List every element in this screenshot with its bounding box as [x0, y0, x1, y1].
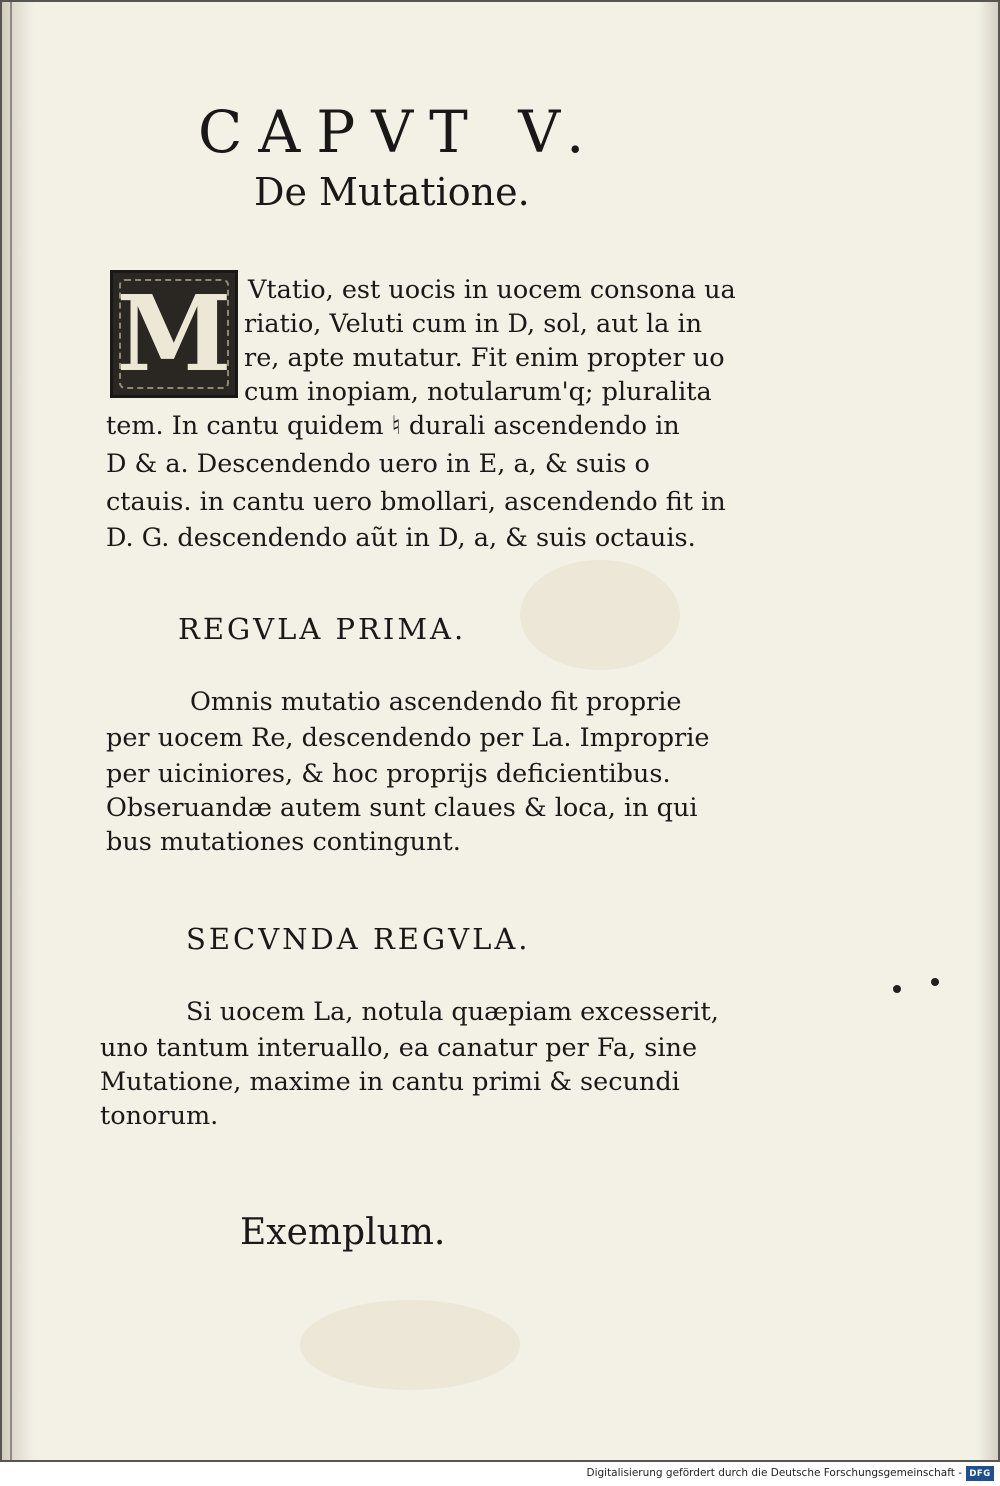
rule-heading: REGVLA PRIMA. [178, 612, 467, 646]
rule-line: bus mutationes contingunt. [106, 827, 461, 857]
rule-line: per uiciniores, & hoc proprijs deficientibus. [106, 759, 671, 789]
rule-line: per uocem Re, descendendo per La. Improprie [106, 723, 710, 753]
paragraph-line: D & a. Descendendo uero in E, a, & suis o [106, 449, 650, 479]
dfg-logo-icon[interactable]: DFG [966, 1466, 994, 1481]
rule-heading: SECVNDA REGVLA. [186, 922, 531, 956]
example-label: Exemplum. [240, 1212, 446, 1253]
paragraph-line: riatio, Veluti cum in D, sol, aut la in [244, 309, 703, 339]
paragraph-line: Vtatio, est uocis in uocem consona ua [248, 275, 736, 305]
paragraph-line: re, apte mutatur. Fit enim propter uo [244, 343, 725, 373]
page-right-edge [978, 0, 1000, 1462]
chapter-title: CAPVT V. [198, 98, 601, 166]
rule-line: Omnis mutatio ascendendo fit proprie [190, 687, 682, 717]
rule-line: uno tantum interuallo, ea canatur per Fa, sine [100, 1033, 698, 1063]
chapter-subtitle: De Mutatione. [254, 170, 530, 214]
rule-line: Mutatione, maxime in cantu primi & secundi [100, 1067, 680, 1097]
page-gutter [0, 0, 34, 1462]
paragraph-line: cum inopiam, notularum'q; pluralita [244, 377, 712, 407]
paragraph-line: tem. In cantu quidem ♮ durali ascendendo in [106, 411, 680, 441]
ink-dot [893, 985, 901, 993]
paragraph-line: ctauis. in cantu uero bmollari, ascendendo fit in [106, 487, 726, 517]
ink-dot [931, 978, 939, 986]
footer-bar [0, 1462, 1000, 1486]
book-spine-edge [10, 0, 12, 1462]
rule-line: Obseruandæ autem sunt claues & loca, in qui [106, 793, 698, 823]
funding-credit: Digitalisierung gefördert durch die Deutsche Forschungsgemeinschaft - [586, 1467, 962, 1479]
rule-line: tonorum. [100, 1101, 219, 1131]
paragraph-line: D. G. descendendo aũt in D, a, & suis octauis. [106, 523, 696, 553]
initial-letter: M [116, 272, 232, 395]
rule-line: Si uocem La, notula quæpiam excesserit, [186, 997, 719, 1027]
decorated-initial [110, 270, 238, 398]
paper-stain [300, 1300, 520, 1390]
paper-stain [520, 560, 680, 670]
